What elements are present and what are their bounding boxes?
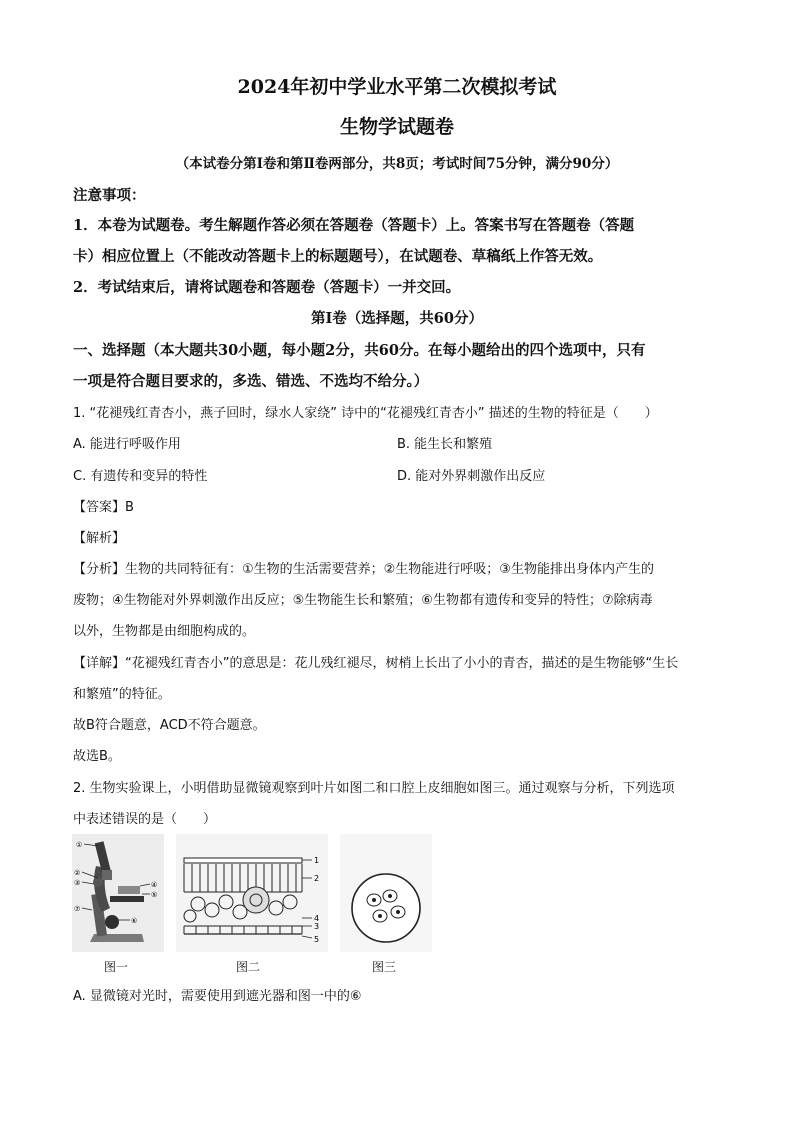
q1-conclusion: 故B符合题意，ACD不符合题意。 — [73, 718, 266, 733]
cheek-cells-figure — [340, 834, 432, 952]
q1-option-b: B. 能生长和繁殖 — [397, 437, 493, 452]
notice-item-2: 2．考试结束后，请将试题卷和答题卷（答题卡）一并交回。 — [73, 279, 461, 296]
section-title: 第Ⅰ卷（选择题，共60分） — [311, 310, 483, 327]
fig2-caption: 图二 — [236, 960, 261, 974]
q2-option-a: A. 显微镜对光时，需要使用到遮光器和图一中的⑥ — [73, 989, 362, 1004]
fig2-label-5: 5 — [314, 935, 320, 944]
fig1-label-3: ③ — [74, 879, 81, 887]
section-instruction-line-2: 一项是符合题目要求的，多选、错选、不选均不给分。） — [73, 373, 429, 390]
q2-stem-line-1: 2. 生物实验课上，小明借助显微镜观察到叶片如图二和口腔上皮细胞如图三。通过观察与分析，下列选项 — [73, 781, 675, 796]
fig1-label-1: ① — [76, 841, 83, 849]
exam-note: （本试卷分第Ⅰ卷和第Ⅱ卷两部分，共8页；考试时间75分钟，满分90分） — [175, 156, 619, 172]
q1-fenxi-line-1: 【分析】生物的共同特征有：①生物的生活需要营养；②生物能进行呼吸；③生物能排出身体内产生的 — [73, 562, 654, 577]
q1-xiangjie-line-2: 和繁殖”的特征。 — [73, 687, 171, 702]
fig2-label-2: 2 — [314, 874, 320, 883]
fig1-label-4: ④ — [151, 881, 158, 889]
q1-option-c: C. 有遗传和变异的特性 — [73, 469, 208, 484]
q1-fenxi-line-3: 以外，生物都是由细胞构成的。 — [73, 624, 256, 639]
q1-stem: 1. “花褪残红青杏小，燕子回时，绿水人家绕” 诗中的“花褪残红青杏小” 描述的生物的特征是（ ） — [73, 406, 658, 421]
fig1-label-6: ⑥ — [131, 917, 138, 925]
fig2-label-3: 3 — [314, 922, 320, 931]
q1-xiangjie-line-1: 【详解】“花褪残红青杏小”的意思是：花儿残红褪尽，树梢上长出了小小的青杏，描述的是生物能够“生长 — [73, 656, 679, 671]
leaf-section-figure — [176, 834, 328, 952]
q1-answer: 【答案】B — [73, 500, 134, 515]
fig1-label-5: ⑤ — [151, 891, 158, 899]
q1-choice: 故选B。 — [73, 749, 121, 764]
fig3-caption: 图三 — [372, 960, 397, 974]
q1-option-d: D. 能对外界刺激作出反应 — [397, 469, 546, 484]
notice-heading: 注意事项： — [73, 187, 146, 204]
exam-subtitle: 生物学试题卷 — [339, 116, 454, 138]
exam-title: 2024年初中学业水平第二次模拟考试 — [237, 76, 557, 98]
microscope-figure — [72, 834, 164, 952]
q1-fenxi-line-2: 废物；④生物能对外界刺激作出反应；⑤生物能生长和繁殖；⑥生物都有遗传和变异的特性；⑦除病毒 — [73, 593, 653, 608]
q1-option-a: A. 能进行呼吸作用 — [73, 437, 181, 452]
fig1-label-7: ⑦ — [74, 905, 81, 913]
notice-item-1-line-1: 1．本卷为试题卷。考生解题作答必须在答题卷（答题卡）上。答案书写在答题卷（答题 — [73, 217, 635, 234]
q2-stem-line-2: 中表述错误的是（ ） — [73, 812, 217, 827]
fig2-label-1: 1 — [314, 856, 320, 865]
notice-item-1-line-2: 卡）相应位置上（不能改动答题卡上的标题题号），在试题卷、草稿纸上作答无效。 — [73, 248, 603, 265]
section-instruction-line-1: 一、选择题（本大题共30小题，每小题2分，共60分。在每小题给出的四个选项中，只有 — [73, 342, 646, 359]
fig2-label-4: 4 — [314, 914, 320, 923]
fig1-label-2: ② — [74, 869, 81, 877]
fig1-caption: 图一 — [104, 960, 129, 974]
q1-analysis-label: 【解析】 — [73, 531, 126, 546]
